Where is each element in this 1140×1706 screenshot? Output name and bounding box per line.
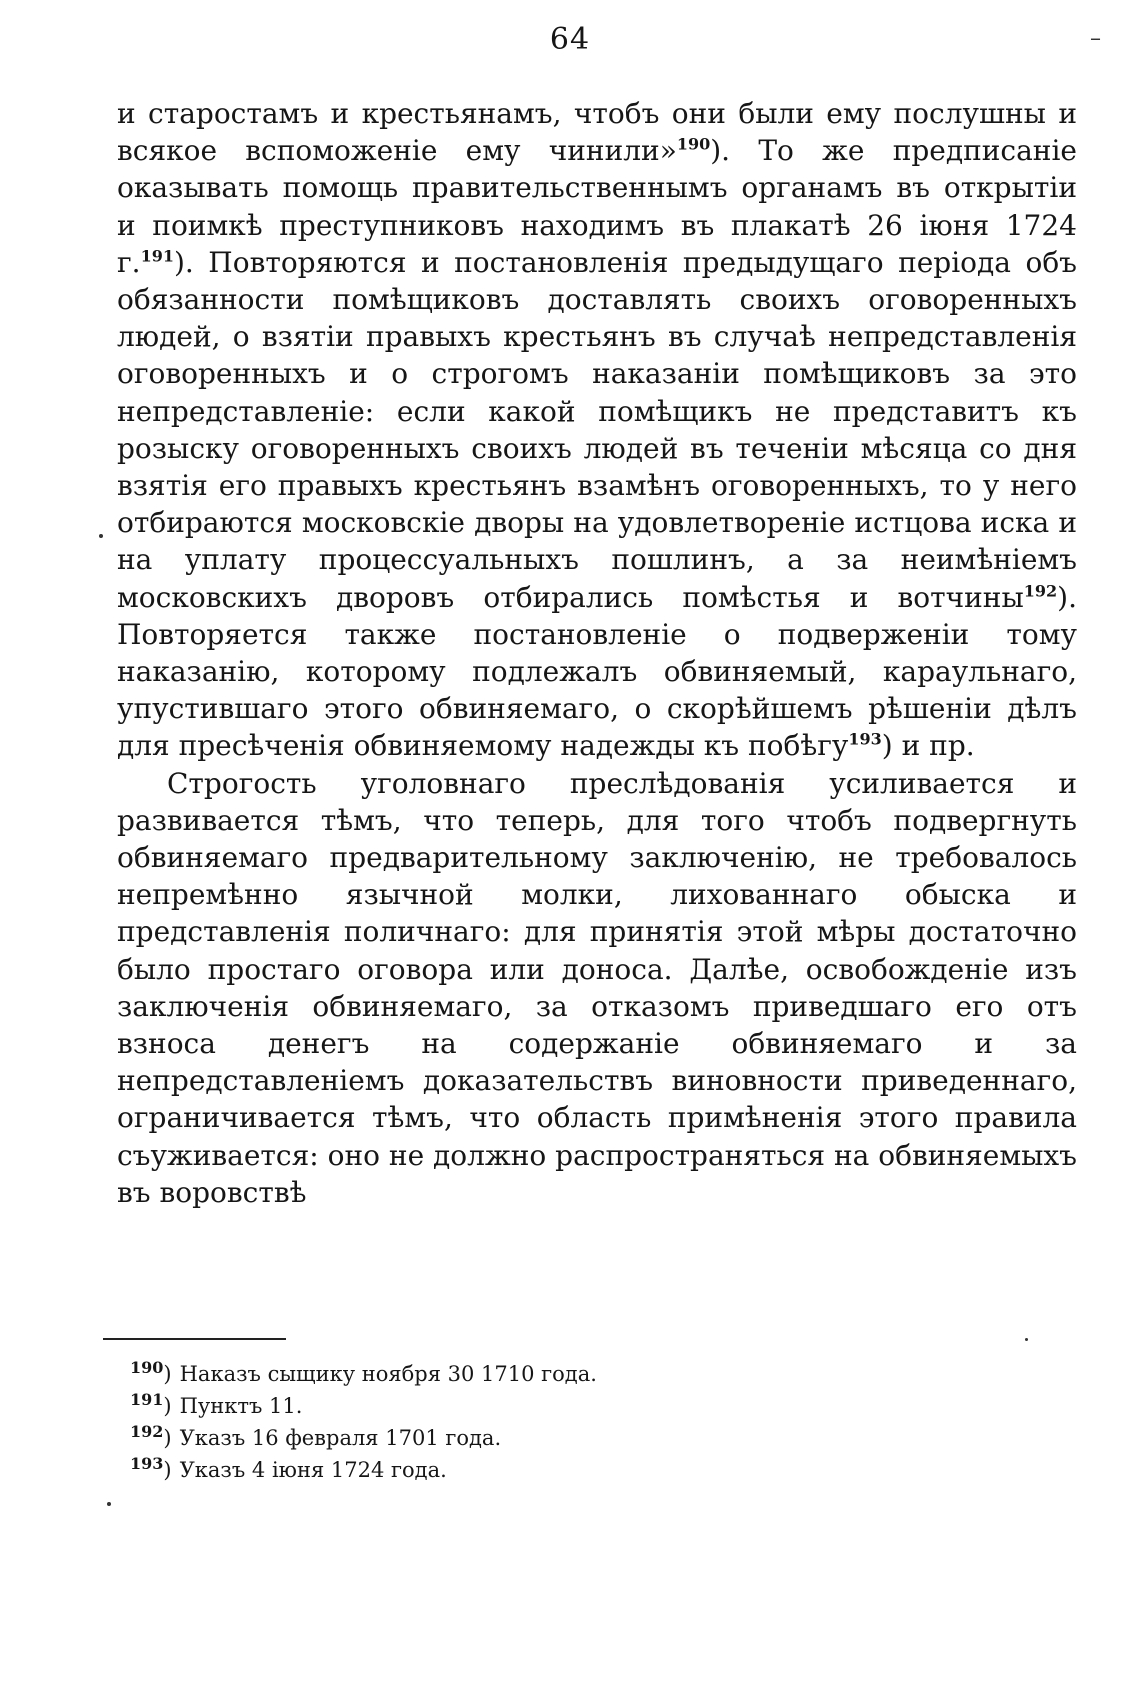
footnote-mark: 193 [130,1454,164,1473]
footnote-mark: 192 [130,1422,164,1441]
footnote-mark: 190 [130,1358,164,1377]
footnote-paren: ) [163,1362,172,1386]
footnotes [130,1358,1030,1486]
footnote-text: Указъ 4 іюня 1724 года. [179,1458,447,1482]
footnote-reference: 191 [140,246,174,266]
paragraph-2 [117,765,1077,1211]
text-segment: Строгость уголовнаго преслѣдованія усиливается и развивается тѣмъ, что теперь, для того чтобъ подвергнуть обвиняемаго предварительному заключенію, не требовалось непремѣнно язычной молки, лихованнаго обыска и представленія поличнаго: для принятія этой мѣры достаточно было простаго оговора или доноса. Далѣе, освобожденіе изъ заключенія обвиняемаго, за отказомъ приведшаго его отъ взноса денегъ на содержаніе обвиняемаго и за непредставленіемъ доказательствъ виновности приведеннаго, ограничивается тѣмъ, что область примѣненія этого правила съуживается: оно не должно распространяться на обвиняемыхъ въ воровствѣ [117,766,1077,1209]
edge-mark: – [1090,26,1101,51]
text-segment: ) и пр. [881,729,975,763]
text-segment: и старостамъ и крестьянамъ, чтобъ они были ему послушны и всякое вспоможеніе ему чинили» [117,97,1077,168]
text-segment: ). То же предписаніе оказывать помощь правительственнымъ органамъ въ открытіи и поимкѣ преступниковъ находимъ въ плакатѣ 26 іюня 1724 г. [117,134,1077,279]
footnote-paren: ) [163,1426,172,1450]
footnote-paren: ) [163,1458,172,1482]
footnote-text: Пунктъ 11. [179,1394,303,1418]
footnote-reference: 192 [1023,581,1058,601]
footnote-item [130,1422,1030,1454]
body-text [117,95,1077,1211]
footnote-divider [103,1338,286,1340]
footnote-reference: 193 [848,730,882,750]
scan-speck [107,1502,111,1506]
paragraph-1 [117,95,1077,765]
text-segment: ). Повторяется также постановленіе о подверженіи тому наказанію, которому подлежалъ обвиняемый, караульнаго, упустившаго этого обвиняемаго, о скорѣйшемъ рѣшеніи дѣлъ для пресѣченія обвиняемому надежды къ побѣгу [117,580,1077,763]
footnote-paren: ) [163,1394,172,1418]
footnote-reference: 190 [676,134,711,154]
page-number: 64 [549,22,591,57]
footnote-item [130,1454,1030,1486]
footnote-item [130,1358,1030,1390]
footnote-text: Наказъ сыщику ноября 30 1710 года. [179,1362,597,1386]
scan-speck [1025,1338,1028,1341]
text-segment: ). Повторяются и постановленія предыдущаго періода объ обязанности помѣщиковъ доставлять своихъ оговоренныхъ людей, о взятіи правыхъ крестьянъ въ случаѣ непредставленія оговоренныхъ и о строгомъ наказаніи помѣщиковъ за это непредставленіе: если какой помѣщикъ не представитъ къ розыску оговоренныхъ своихъ людей въ теченіи мѣсяца со дня взятія его правыхъ крестьянъ взамѣнъ оговоренныхъ, то у него отбираются московскіе дворы на удовлетвореніе истцова иска и на уплату процессуальныхъ пошлинъ, а за неимѣніемъ московскихъ дворовъ отбирались помѣстья и вотчины [117,245,1077,614]
footnote-mark: 191 [130,1390,164,1409]
footnote-item [130,1390,1030,1422]
scan-speck [99,534,103,538]
footnote-text: Указъ 16 февраля 1701 года. [179,1426,502,1450]
